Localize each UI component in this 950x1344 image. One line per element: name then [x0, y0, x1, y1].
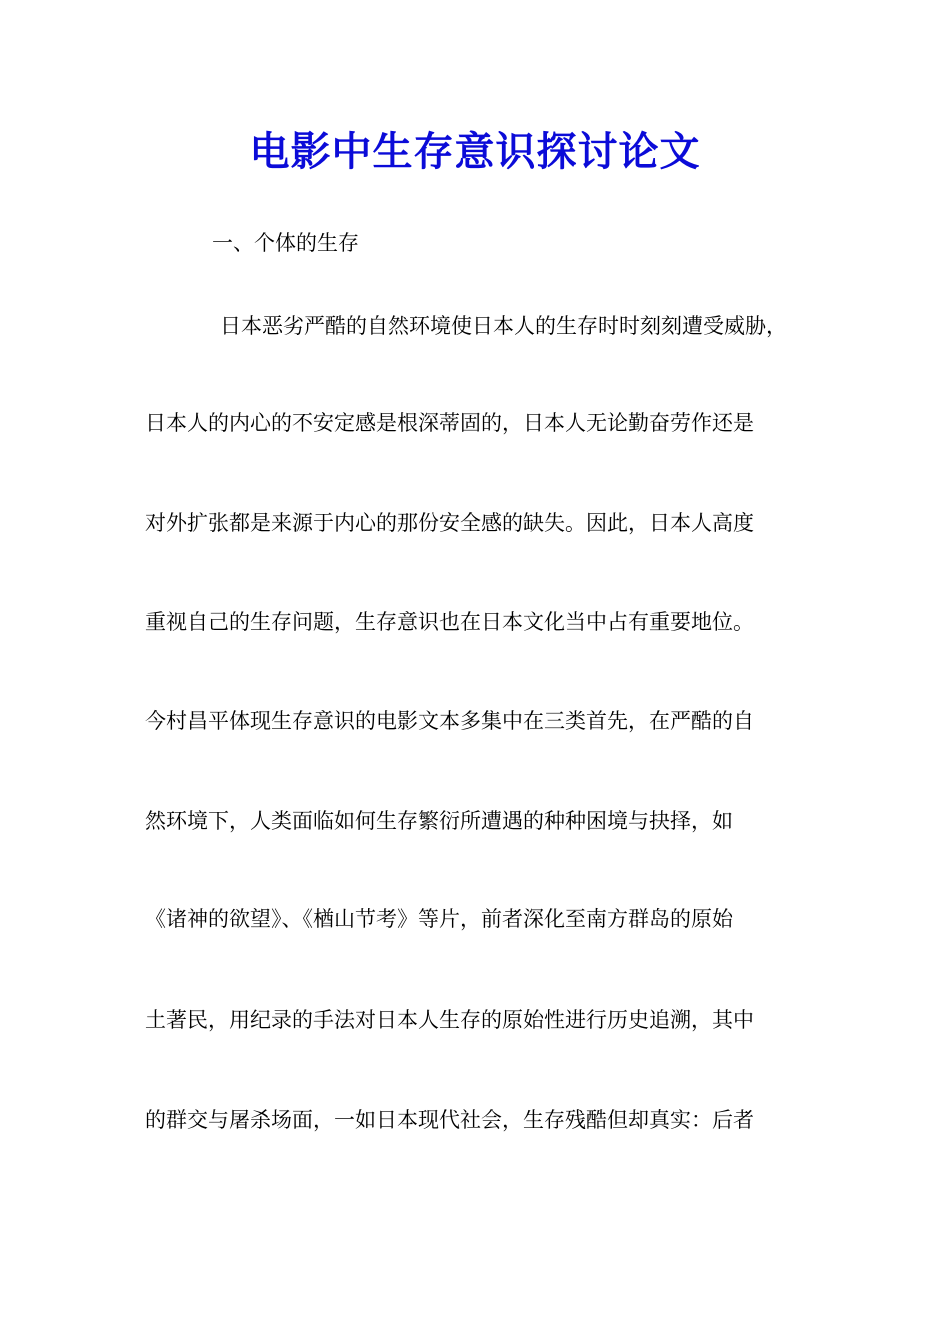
body-line-9: 的群交与屠杀场面，一如日本现代社会，生存残酷但却真实：后者 [145, 1108, 754, 1132]
document-title: 电影中生存意识探讨论文 [249, 128, 701, 175]
body-line-5: 今村昌平体现生存意识的电影文本多集中在三类首先，在严酷的自 [145, 709, 754, 733]
body-line-1: 日本恶劣严酷的自然环境使日本人的生存时时刻刻遭受威胁， [220, 314, 787, 338]
body-line-6: 然环境下，人类面临如何生存繁衍所遭遇的种种困境与抉择，如 [145, 809, 733, 833]
body-line-2: 日本人的内心的不安定感是根深蒂固的，日本人无论勤奋劳作还是 [145, 411, 754, 435]
body-line-7: 《诸神的欲望》、《楢山节考》等片，前者深化至南方群岛的原始 [145, 907, 733, 931]
body-line-3: 对外扩张都是来源于内心的那份安全感的缺失。因此，日本人高度 [145, 511, 754, 535]
section-heading: 一、个体的生存 [212, 231, 359, 255]
body-line-8: 土著民，用纪录的手法对日本人生存的原始性进行历史追溯，其中 [145, 1008, 754, 1032]
body-line-4: 重视自己的生存问题，生存意识也在日本文化当中占有重要地位。 [145, 610, 754, 634]
